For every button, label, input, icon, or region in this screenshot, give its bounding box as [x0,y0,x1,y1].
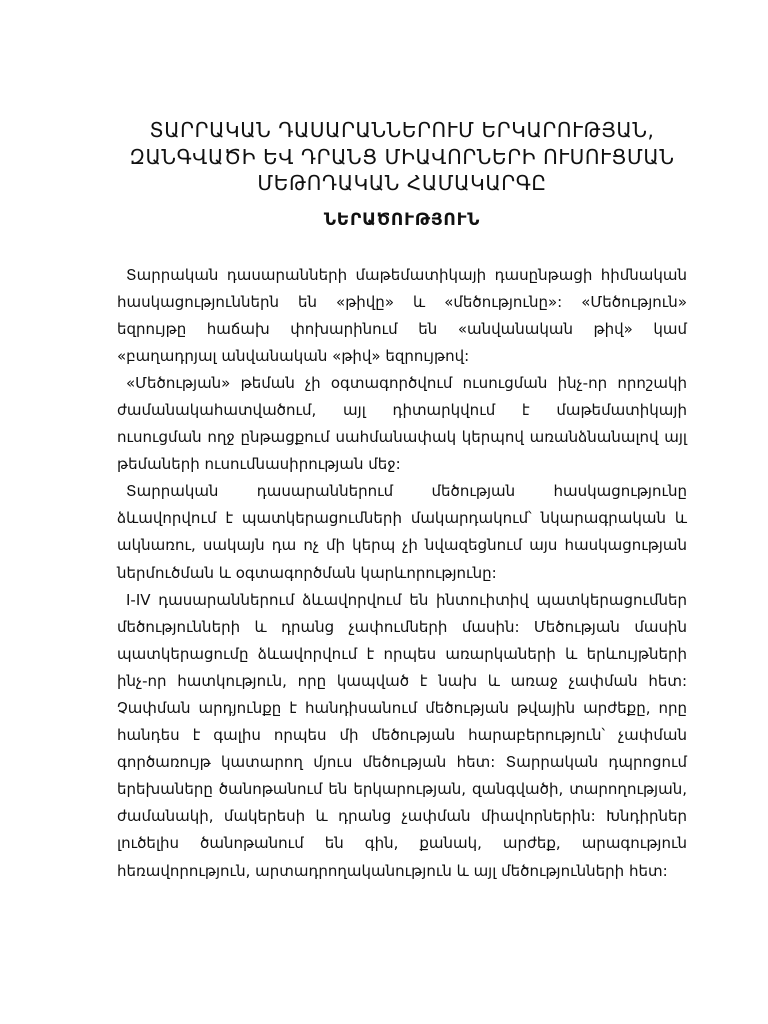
title-line-3: ՄԵԹՈԴԱԿԱՆ ՀԱՄԱԿԱՐԳԸ [257,171,547,195]
document-title [117,117,687,197]
title-line-1: ՏԱՐՐԱԿԱՆ ԴԱՍԱՐԱՆՆԵՐՈՒՄ ԵՐԿԱՐՈՒԹՅԱՆ, [149,118,655,142]
paragraph-1: Տարրական դասարանների մաթեմատիկայի դասընթացի հիմնական հասկացություններն են «թիվը» և «մեծությունը»: «Մեծություն» եզրույթը հաճախ փոխարինում են «անվանական թիվ» կամ «բաղադրյալ անվանական «թիվ» եզրույթով: [117,265,687,365]
section-heading: ՆԵՐԱԾՈՒԹՅՈՒՆ [323,209,481,230]
body-text [117,262,687,885]
paragraph-4: I-IV դասարաններում ձևավորվում են ինտուիտիվ պատկերացումներ մեծությունների և դրանց չափումների մասին: Մեծության մասին պատկերացումը ձևավորվում է որպես առարկաների և երևույթների ինչ-որ հատկություն, որը կապված է նախ և առաջ չափման հետ: Չափման արդյունքը է հանդիսանում մեծության թվային արժեքը, որը հանդես է գալիս որպես մի մեծության հարաբերություն՝ չափման գործառույթ կատարող մյուս մեծության հետ: Տարրական դպրոցում երեխաները ծանոթանում են երկարության, զանգվածի, տարողության, ժամանակի, մակերեսի և դրանց չափման միավորներին: Խնդիրներ լուծելիս ծանոթանում են գին, քանակ, արժեք, արագություն հեռավորություն, արտադրողականություն և այլ մեծությունների հետ: [117,590,687,880]
title-line-2: ԶԱՆԳՎԱԾԻ ԵՎ ԴՐԱՆՑ ՄԻԱՎՈՐՆԵՐԻ ՈՒՍՈՒՑՄԱՆ [129,144,675,169]
paragraph-2: «Մեծության» թեման չի օգտագործվում ուսուցման ինչ-որ որոշակի ժամանակահատվածում, այլ դիտարկվում է մաթեմատիկայի ուսուցման ողջ ընթացքում սահմանափակ կերպով առանձնանալով այլ թեմաների ուսումնասիրության մեջ: [117,373,687,474]
paragraph-3: Տարրական դասարաններում մեծության հասկացությունը ձևավորվում է պատկերացումների մակարդակում՝ նկարագրական և ակնառու, սակայն դա ոչ մի կերպ չի նվազեցնում այս հասկացության ներմուծման և օգտագործման կարևորությունը: [117,482,687,582]
